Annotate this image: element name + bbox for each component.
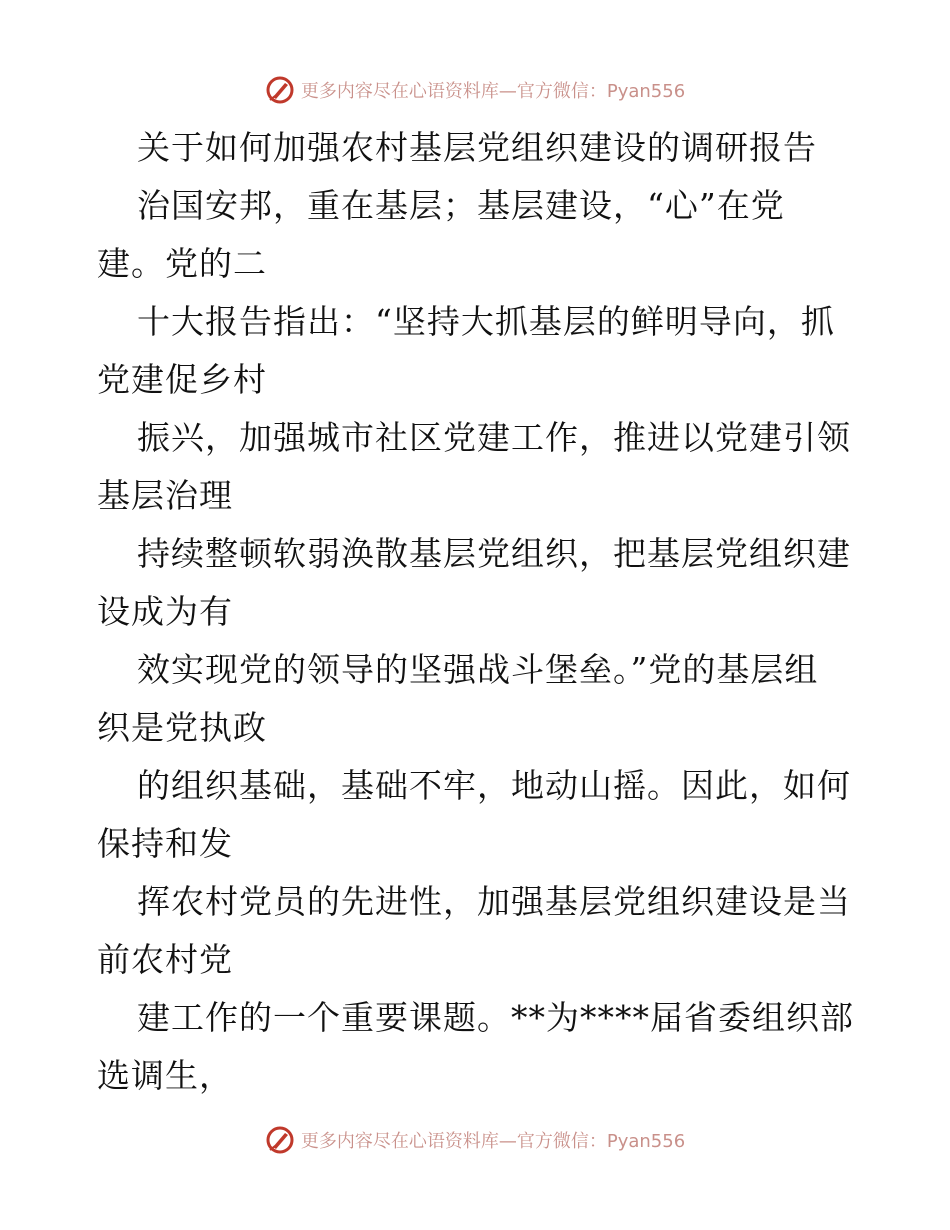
paragraph-line: 基层治理 <box>97 476 233 515</box>
footer-watermark <box>0 1120 950 1160</box>
paragraph-line: 挥农村党员的先进性，加强基层党组织建设是当 <box>137 882 851 921</box>
watermark-text: 更多内容尽在心语资料库—官方微信：Pyan556 <box>300 1131 686 1152</box>
paragraph-line: 效实现党的领导的坚强战斗堡垒。”党的基层组 <box>137 650 819 689</box>
paragraph-line: 选调生， <box>97 1056 233 1095</box>
paragraph-line: 织是党执政 <box>97 708 267 747</box>
paragraph-line: 治国安邦，重在基层；基层建设，“心”在党 <box>137 186 785 225</box>
document-title: 关于如何加强农村基层党组织建设的调研报告 <box>137 128 817 167</box>
paragraph-line: 建。党的二 <box>97 244 267 283</box>
paragraph-line: 保持和发 <box>97 824 233 863</box>
paragraph-line: 前农村党 <box>97 940 233 979</box>
paragraph-line: 设成为有 <box>97 592 233 631</box>
watermark-text: 更多内容尽在心语资料库—官方微信：Pyan556 <box>300 81 686 102</box>
paragraph-line: 建工作的一个重要课题。**为****届省委组织部 <box>137 998 854 1037</box>
paragraph-line: 的组织基础，基础不牢，地动山摇。因此，如何 <box>137 766 851 805</box>
paragraph-line: 持续整顿软弱涣散基层党组织，把基层党组织建 <box>137 534 851 573</box>
quill-seal-icon <box>265 1125 295 1155</box>
paragraph-line: 党建促乡村 <box>97 360 267 399</box>
paragraph-line: 十大报告指出：“坚持大抓基层的鲜明导向，抓 <box>137 302 835 341</box>
paragraph-line: 振兴，加强城市社区党建工作，推进以党建引领 <box>137 418 851 457</box>
